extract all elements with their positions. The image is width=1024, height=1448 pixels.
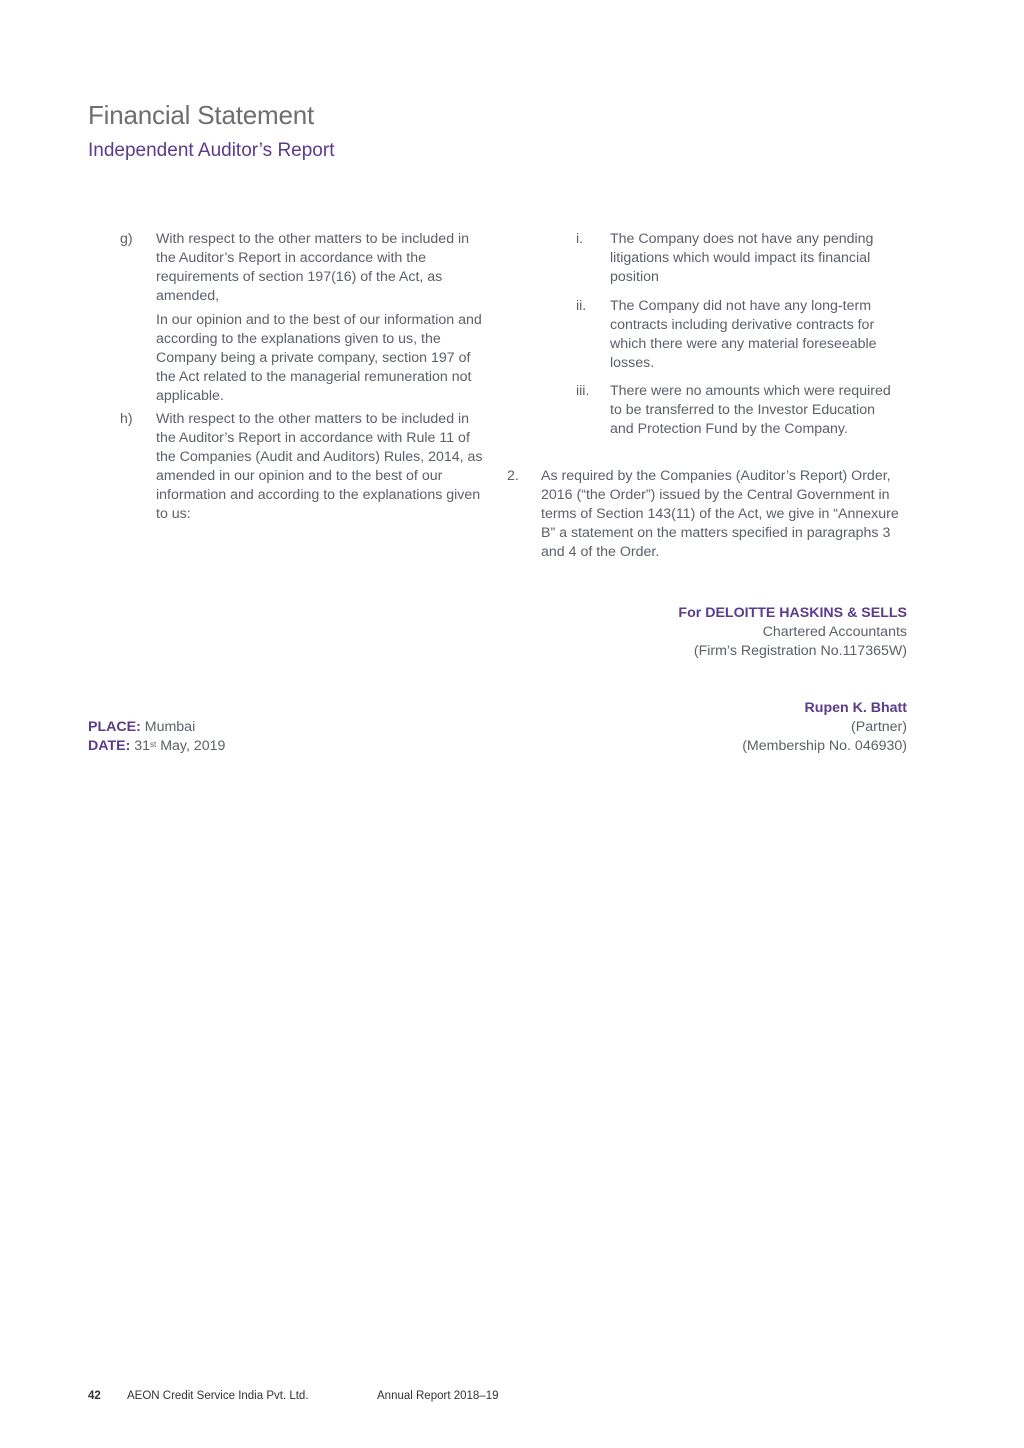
- item-iii-text: There were no amounts which were required to be transferred to the Investor Education and Protection Fund by the Company.: [610, 383, 891, 437]
- item-2-label: 2.: [507, 468, 519, 484]
- item-g-text: With respect to the other matters to be included in the Auditor’s Report in accordance with the requirements of section 197(16) of the Act, as amended,: [156, 231, 470, 304]
- place-label: PLACE:: [88, 719, 141, 735]
- item-iii-label: iii.: [576, 383, 590, 399]
- date-line: [88, 737, 225, 756]
- date-day: 31: [134, 738, 151, 754]
- item-g-opinion: In our opinion and to the best of our information and according to the explanations given to us, the Company being a private company, section 197 of the Act related to the managerial remuneration not applicable.: [156, 312, 482, 404]
- signatory-role: (Partner): [851, 719, 907, 735]
- item-ii-label: ii.: [576, 298, 587, 314]
- date-suffix: st: [150, 740, 157, 749]
- firm-registration: (Firm’s Registration No.117365W): [693, 643, 907, 659]
- footer-company: AEON Credit Service India Pvt. Ltd.: [127, 1390, 309, 1402]
- signatory-name: Rupen K. Bhatt: [804, 700, 907, 716]
- item-h-text: With respect to the other matters to be included in the Auditor’s Report in accordance with Rule 11 of the Companies (Audit and Auditors) Rules, 2014, as amended in our opinion and to the best of our information and according to the explanations given to us:: [156, 411, 483, 522]
- firm-name: For DELOITTE HASKINS & SELLS: [678, 605, 907, 621]
- item-g-label: g): [120, 231, 133, 247]
- footer-report: Annual Report 2018–19: [377, 1390, 499, 1402]
- date-label: DATE:: [88, 738, 131, 754]
- place-line: [88, 718, 195, 737]
- item-2-text: As required by the Companies (Auditor’s Report) Order, 2016 (“the Order”) issued by the Central Government in terms of Section 143(11) of the Act, we give in “Annexure B” a statement on the matters specified in paragraphs 3 and 4 of the Order.: [541, 468, 899, 560]
- membership-number: (Membership No. 046930): [742, 738, 907, 754]
- firm-type: Chartered Accountants: [762, 624, 907, 640]
- item-h-label: h): [120, 411, 133, 427]
- page-title: Financial Statement: [88, 100, 314, 130]
- item-ii-text: The Company did not have any long-term contracts including derivative contracts for which there were any material foreseeable losses.: [610, 298, 877, 371]
- item-i-text: The Company does not have any pending litigations which would impact its financial position: [610, 231, 874, 285]
- date-rest: May, 2019: [160, 738, 226, 754]
- page-subtitle: Independent Auditor’s Report: [88, 140, 335, 161]
- item-i-label: i.: [576, 231, 584, 247]
- page-number: 42: [88, 1390, 101, 1402]
- place-value: Mumbai: [144, 719, 196, 735]
